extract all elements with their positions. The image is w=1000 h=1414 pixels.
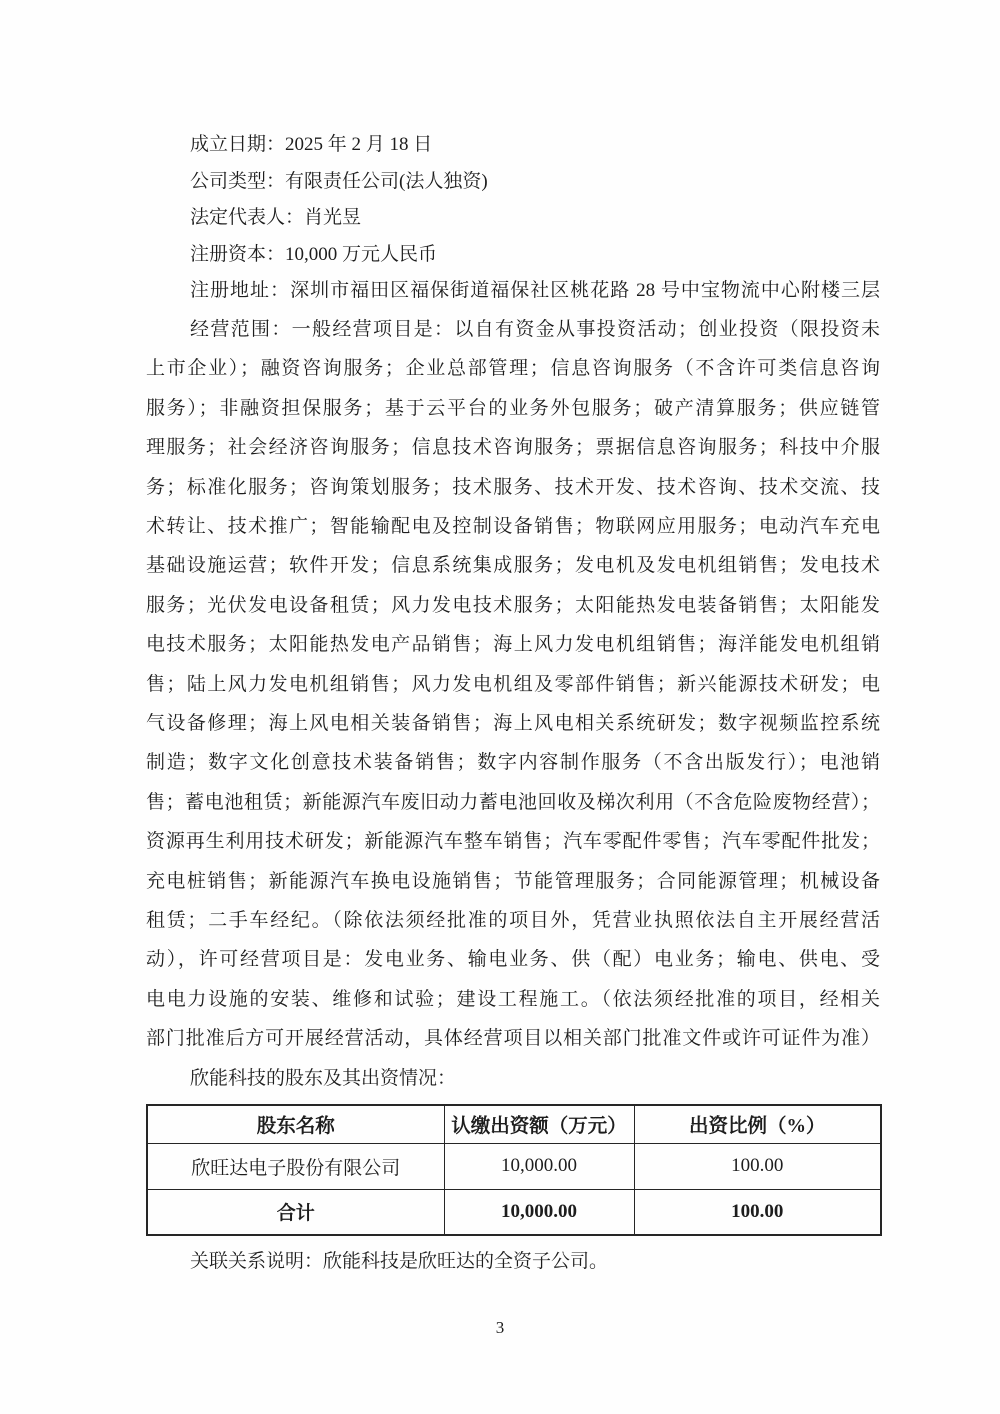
business-scope-line: 服务）；非融资担保服务；基于云平台的业务外包服务；破产清算服务；供应链管 <box>146 397 880 419</box>
page-content <box>146 127 880 1280</box>
field-legal-representative: 法定代表人：肖光昱 <box>190 207 362 229</box>
col-header-shareholder-name: 股东名称 <box>147 1105 444 1143</box>
business-scope-line: 售；蓄电池租赁；新能源汽车废旧动力蓄电池回收及梯次利用（不含危险废物经营）； <box>146 791 880 813</box>
relationship-note: 关联关系说明：欣能科技是欣旺达的全资子公司。 <box>190 1251 609 1273</box>
business-scope-line: 资源再生利用技术研发；新能源汽车整车销售；汽车零配件零售；汽车零配件批发； <box>146 831 880 853</box>
shareholders-table <box>146 1104 882 1236</box>
cell-total-ratio: 100.00 <box>634 1189 881 1235</box>
business-scope-line: 充电桩销售；新能源汽车换电设施销售；节能管理服务；合同能源管理；机械设备 <box>146 870 880 892</box>
business-scope-line: 理服务；社会经济咨询服务；信息技术咨询服务；票据信息咨询服务；科技中介服 <box>146 437 880 459</box>
page-number: 3 <box>495 1318 505 1337</box>
business-scope-line: 售；陆上风力发电机组销售；风力发电机组及零部件销售；新兴能源技术研发；电 <box>146 673 880 695</box>
business-scope-line: 部门批准后方可开展经营活动，具体经营项目以相关部门批准文件或许可证件为准） <box>146 1028 880 1050</box>
business-scope-line: 上市企业）；融资咨询服务；企业总部管理；信息咨询服务（不含许可类信息咨询 <box>146 358 880 380</box>
business-scope-line: 服务；光伏发电设备租赁；风力发电技术服务；太阳能热发电装备销售；太阳能发 <box>146 594 880 616</box>
business-scope-line: 电技术服务；太阳能热发电产品销售；海上风力发电机组销售；海洋能发电机组销 <box>146 634 880 656</box>
field-establish-date: 成立日期：2025 年 2 月 18 日 <box>190 134 433 155</box>
col-header-subscribed-capital: 认缴出资额（万元） <box>444 1105 634 1143</box>
cell-total-capital: 10,000.00 <box>444 1189 634 1235</box>
cell-ownership-ratio: 100.00 <box>634 1143 881 1189</box>
cell-shareholder-name: 欣旺达电子股份有限公司 <box>147 1143 444 1189</box>
cell-subscribed-capital: 10,000.00 <box>444 1143 634 1189</box>
shareholders-heading: 欣能科技的股东及其出资情况： <box>190 1067 457 1089</box>
business-scope-line: 动），许可经营项目是：发电业务、输电业务、供（配）电业务；输电、供电、受 <box>146 949 880 971</box>
cell-total-label: 合计 <box>147 1189 444 1235</box>
business-scope-line: 制造；数字文化创意技术装备销售；数字内容制作服务（不含出版发行）；电池销 <box>146 752 880 774</box>
business-scope-line: 租赁；二手车经纪。（除依法须经批准的项目外，凭营业执照依法自主开展经营活 <box>146 910 880 932</box>
field-registered-address: 注册地址：深圳市福田区福保街道福保社区桃花路 28 号中宝物流中心附楼三层 <box>190 280 880 302</box>
business-scope-line: 电电力设施的安装、维修和试验；建设工程施工。（依法须经批准的项目，经相关 <box>146 988 880 1010</box>
table-header-row <box>147 1105 881 1143</box>
business-scope-line: 术转让、技术推广；智能输配电及控制设备销售；物联网应用服务；电动汽车充电 <box>146 516 880 537</box>
business-scope-paragraph <box>146 310 880 1059</box>
table-row <box>147 1143 881 1189</box>
business-scope-line: 气设备修理；海上风电相关装备销售；海上风电相关系统研发；数字视频监控系统 <box>146 713 880 735</box>
col-header-ownership-ratio: 出资比例（%） <box>634 1105 881 1143</box>
business-scope-line: 基础设施运营；软件开发；信息系统集成服务；发电机及发电机组销售；发电技术 <box>146 555 880 577</box>
table-total-row <box>147 1189 881 1235</box>
field-company-type: 公司类型：有限责任公司(法人独资) <box>190 170 488 192</box>
field-registered-capital: 注册资本：10,000 万元人民币 <box>190 243 438 265</box>
business-scope-line: 务；标准化服务；咨询策划服务；技术服务、技术开发、技术咨询、技术交流、技 <box>146 476 880 498</box>
business-scope-line: 经营范围：一般经营项目是：以自有资金从事投资活动；创业投资（限投资未 <box>190 318 880 340</box>
